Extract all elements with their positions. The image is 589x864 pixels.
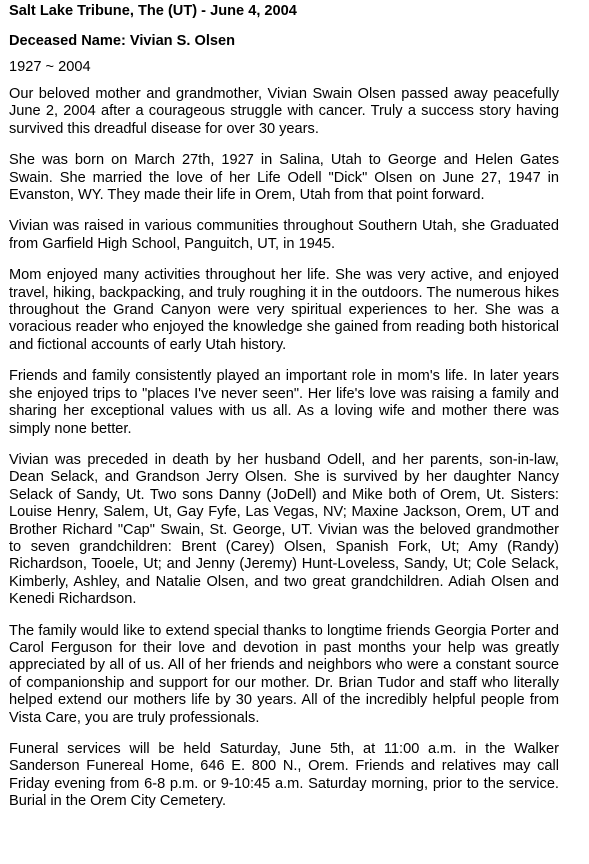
- paragraph-activities: Mom enjoyed many activities throughout her life. She was very active, and enjoyed travel, hiking, backpacking, and truly roughing it in the outdoors. The numerous hikes throughout the Grand Canyon were very spiritual experiences to her. She was a voracious reader who enjoyed the knowledge she gained from reading both historical and fictional accounts of early Utah history.: [9, 267, 559, 353]
- paragraph-family-values: Friends and family consistently played an important role in mom's life. In later years she enjoyed trips to "places I've never seen". Her life's love was raising a family and sharing her exceptional values with us all. As a loving wife and mother there was simply none better.: [9, 368, 559, 437]
- deceased-name-heading: Deceased Name: Vivian S. Olsen: [9, 33, 236, 49]
- life-dates: 1927 ~ 2004: [9, 59, 91, 75]
- paragraph-education: Vivian was raised in various communities throughout Southern Utah, she Graduated from Garfield High School, Panguitch, UT, in 1945.: [9, 218, 559, 252]
- paragraph-funeral-services: Funeral services will be held Saturday, June 5th, at 11:00 a.m. in the Walker Sanderson Funereal Home, 646 E. 800 N., Orem. Friends and relatives may call Friday evening from 6-8 p.m. or 9-10:45 a.m. Saturday morning, prior to the service. Burial in the Orem City Cemetery.: [9, 741, 559, 810]
- source-title: Salt Lake Tribune, The (UT) - June 4, 2004: [9, 3, 297, 19]
- paragraph-thanks: The family would like to extend special thanks to longtime friends Georgia Porter and Carol Ferguson for their love and devotion in past months your help was greatly appreciated by all of us. All of her friends and neighbors who were a constant source of companionship and support for our mother. Dr. Brian Tudor and staff who literally helped extend our mothers life by 30 years. All of the incredibly helpful people from Vista Care, you are truly professionals.: [9, 622, 559, 726]
- paragraph-intro: Our beloved mother and grandmother, Vivian Swain Olsen passed away peacefully June 2, 2004 after a courageous struggle with cancer. Truly a success story having survived this dreadful disease for over 30 years.: [9, 86, 559, 137]
- paragraph-birth: She was born on March 27th, 1927 in Salina, Utah to George and Helen Gates Swain. She married the love of her Life Odell "Dick" Olsen on June 27, 1947 in Evanston, WY. They made their life in Orem, Utah from that point forward.: [9, 152, 559, 204]
- paragraph-survivors: Vivian was preceded in death by her husband Odell, and her parents, son-in-law, Dean Selack, and Grandson Jerry Olsen. She is survived by her daughter Nancy Selack of Sandy, Ut. Two sons Danny (JoDell) and Mike both of Orem, Ut. Sisters: Louise Henry, Salem, Ut, Gay Fyfe, Las Vegas, NV; Maxine Jackson, Orem, UT and Brother Richard "Cap" Swain, St. George, UT. Vivian was the beloved grandmother to seven grandchildren: Brent (Carey) Olsen, Spanish Fork, Ut; Amy (Randy) Richardson, Tooele, Ut; and Jenny (Jeremy) Hunt-Loveless, Sandy, Ut; Cole Selack, Kimberly, Ashley, and Natalie Olsen, and two great grandchildren. Adiah Olsen and Kenedi Richardson.: [9, 451, 559, 608]
